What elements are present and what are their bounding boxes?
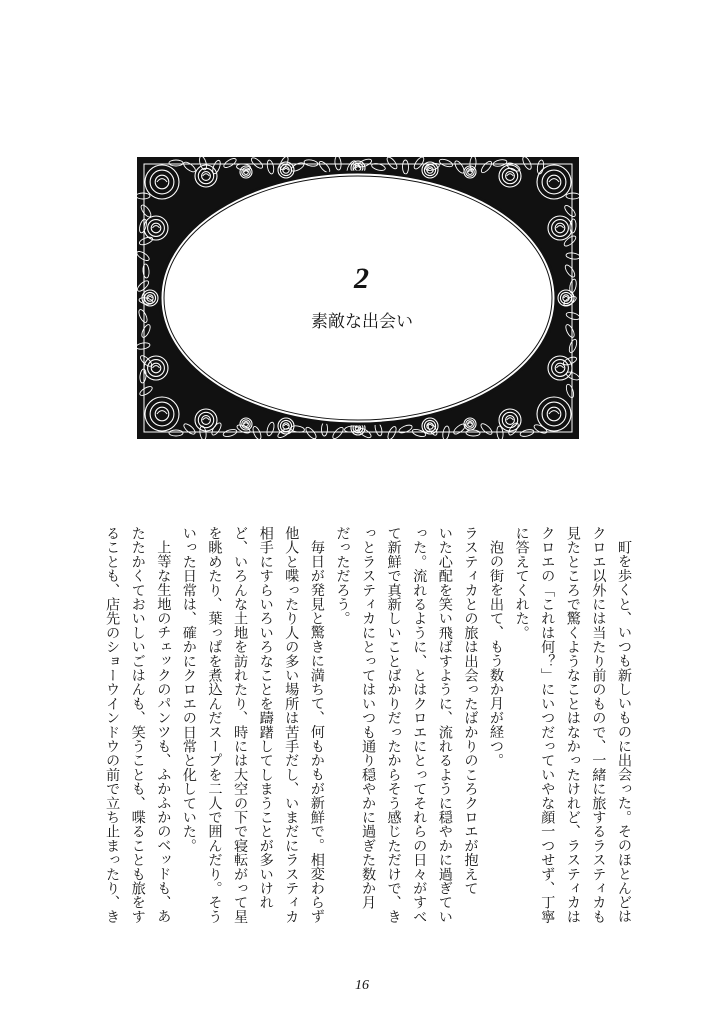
body-text [86, 526, 636, 946]
text-line: 毎日が発見と驚きに満ちて、何もかもが新鮮で。相変わらず [308, 540, 325, 924]
ornamental-rose-frame [136, 156, 580, 440]
text-line: いた心配を笑い飛ばすように、流れるように穏やかに過ぎてい [436, 526, 453, 924]
text-line: ど、いろんな土地を訪れたり、時には大空の下で寝転がって星 [232, 526, 249, 924]
text-line: に答えてくれた。 [513, 526, 530, 640]
text-line: った。流れるように、とはクロエにとってそれらの日々がすべ [411, 526, 428, 924]
page-number: 16 [355, 978, 369, 993]
text-line: いった日常は、確かにクロエの日常と化していた。 [180, 526, 197, 853]
text-line: クロエの「これは何？」にいつだっていやな顔一つせず、丁寧 [539, 526, 556, 924]
chapter-title: 素敵な出会い [311, 312, 413, 332]
text-line: っとラスティカにとってはいつも通り穏やかに過ぎた数か月 [360, 526, 377, 910]
chapter-number: 2 [354, 262, 370, 295]
text-line: 泡の街を出て、もう数か月が経つ。 [488, 540, 505, 768]
text-line: 上等な生地のチェックのパンツも、ふかふかのベッドも、あ [155, 540, 172, 924]
text-line: 町を歩くと、いつも新しいものに出会った。そのほとんどは [616, 540, 632, 924]
text-line: を眺めたり、葉っぱを煮込んだスープを二人で囲んだり。そう [206, 526, 223, 924]
text-line: クロエ以外には当たり前のもので、一緒に旅するラスティカも [590, 526, 607, 924]
text-line: ることも、店先のショーウインドウの前で立ち止まったり、き [104, 526, 121, 924]
text-line: たたかくておいしいごはんも、笑うことも、喋ることも旅をす [129, 526, 146, 924]
text-line: 相手にすらいろいろなことを躊躇してしまうことが多いけれ [257, 526, 274, 910]
text-line: ラスティカとの旅は出会ったばかりのころクロエが抱えて [462, 526, 479, 896]
text-line: 他人と喋ったり人の多い場所は苦手だし、いまだにラスティカ [283, 526, 300, 924]
text-line: だっただろう。 [334, 526, 351, 626]
text-line: 見たところで驚くようなことはなかったけれど、ラスティカは [564, 526, 581, 924]
text-line: て新鮮で真新しいことばかりだったからそう感じただけで、き [385, 526, 402, 924]
